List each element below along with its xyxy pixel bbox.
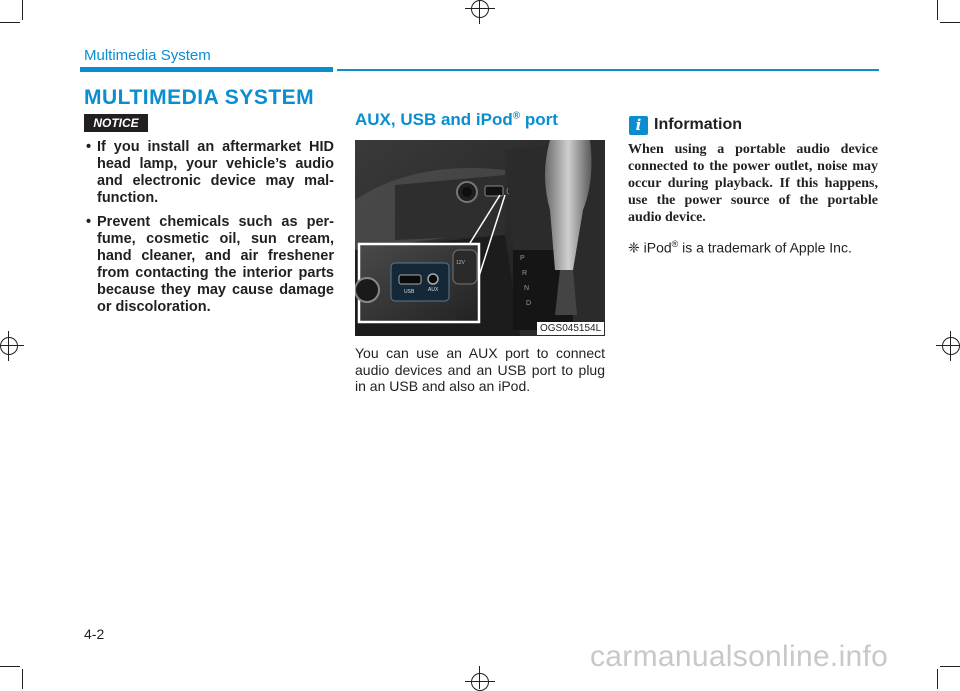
usb-port-label: USB [404, 289, 415, 295]
trademark-name: iPod [643, 239, 672, 256]
notice-item [84, 139, 334, 207]
registration-mark [471, 673, 489, 691]
aux-port-label: AUX [428, 287, 439, 293]
trademark-symbol-icon: ❈ [628, 239, 640, 256]
registration-mark-line [950, 331, 951, 361]
crop-mark [22, 669, 23, 689]
svg-text:P: P [520, 255, 525, 262]
notice-badge: NOTICE [84, 114, 148, 132]
crop-mark [0, 666, 20, 667]
registration-mark-line [465, 681, 495, 682]
trademark-note [628, 239, 852, 257]
registration-mark [471, 0, 489, 18]
svg-text:R: R [522, 270, 528, 277]
registration-mark-line [479, 666, 480, 689]
notice-item-text: Prevent chemicals such as per-fume, cosmetic oil, sun cream, hand cleaner, and air freshener from contacting the interior parts because they may cause damage or discoloration. [97, 214, 334, 315]
bullet-icon: • [86, 139, 92, 155]
information-title: Information [654, 116, 742, 133]
aux-title-suffix: port [520, 110, 558, 129]
registered-mark: ® [512, 110, 521, 122]
aux-body-text: You can use an AUX port to connect audio devices and an USB port to plug in an USB and also an iPod. [355, 345, 605, 394]
console-ports-photo [355, 140, 605, 336]
registration-mark-line [465, 8, 495, 9]
information-icon: i [629, 116, 648, 135]
crop-mark [937, 0, 938, 20]
registration-mark-line [0, 345, 24, 346]
crop-mark [0, 22, 20, 23]
watermark: carmanualsonline.info [590, 640, 889, 673]
crop-mark [940, 666, 960, 667]
registered-mark: ® [671, 239, 679, 249]
trademark-text: is a trademark of Apple Inc. [678, 239, 852, 256]
registration-mark [0, 337, 18, 355]
bullet-icon: • [86, 214, 92, 230]
header-rule-thick [80, 67, 333, 72]
section-header-label: Multimedia System [84, 47, 211, 64]
registration-mark-line [479, 0, 480, 24]
registration-mark [942, 337, 960, 355]
notice-item [84, 214, 334, 316]
notice-list [84, 139, 334, 323]
crop-mark [937, 669, 938, 689]
image-caption: OGS045154L [537, 322, 604, 335]
registration-mark-line [936, 345, 960, 346]
power-outlet-label: 12V [456, 260, 465, 266]
crop-mark [22, 0, 23, 20]
aux-usb-section-title [355, 110, 558, 130]
notice-item-text: If you install an aftermarket HID head lamp, your vehicle’s audio and electronic device may mal-function. [97, 139, 334, 206]
page-number: 4-2 [84, 626, 105, 642]
aux-title-text: AUX, USB and iPod [355, 110, 513, 129]
registration-mark-line [8, 331, 9, 361]
crop-mark [940, 22, 960, 23]
header-rule-thin [337, 69, 879, 71]
svg-text:D: D [526, 300, 532, 307]
page-title: MULTIMEDIA SYSTEM [84, 86, 315, 109]
information-text: When using a portable audio device connected to the power outlet, noise may occur during playback. If this happens, use the power source of the portable audio device. [628, 142, 878, 225]
svg-text:N: N [524, 285, 530, 292]
